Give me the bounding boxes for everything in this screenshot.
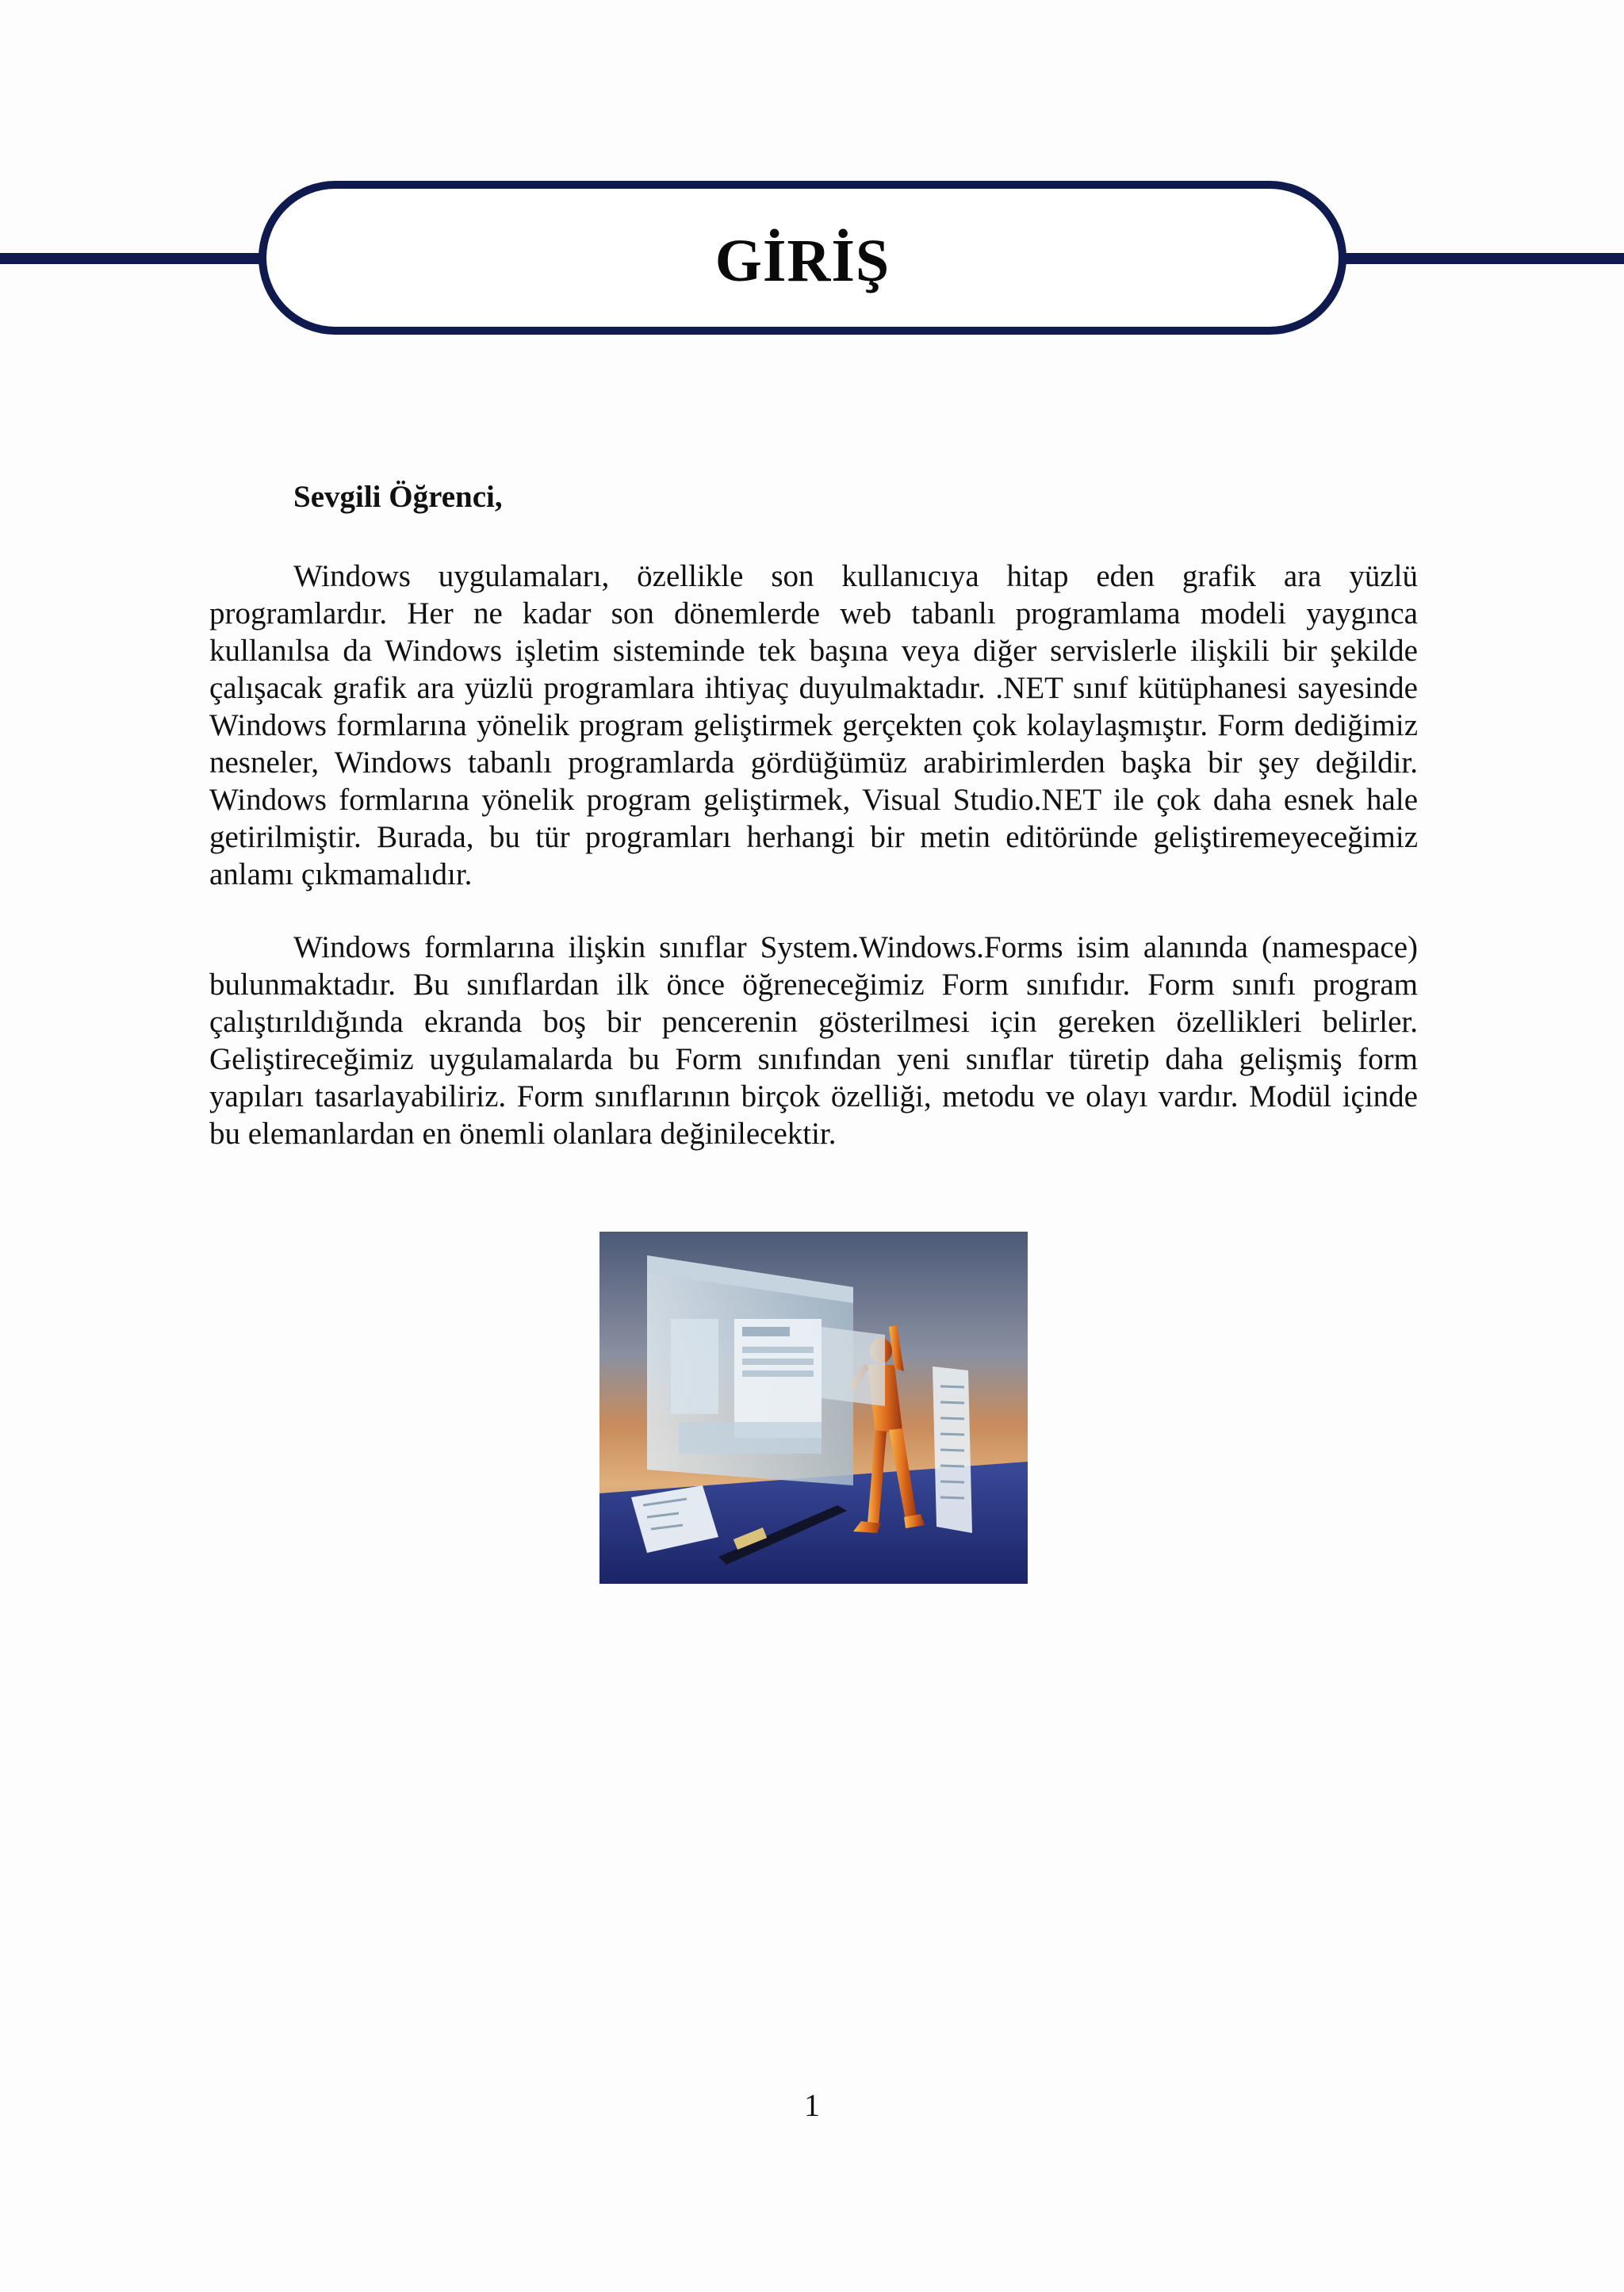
windows-forms-illustration — [599, 1232, 1028, 1584]
paragraph-1: Windows uygulamaları, özellikle son kullanıcıya hitap eden grafik ara yüzlü programlardır. Her ne kadar son dönemlerde web tabanlı programlama modeli yaygınca kullanılsa da Windows işletim sisteminde tek başına veya diğer servislerle ilişkili bir şekilde çalışacak grafik ara yüzlü programlara ihtiyaç duyulmaktadır. .NET sınıf kütüphanesi sayesinde Windows formlarına yönelik program geliştirmek gerçekten çok kolaylaşmıştır. Form dediğimiz nesneler, Windows tabanlı programlarda gördüğümüz arabirimlerden başka bir şey değildir. Windows formlarına yönelik program geliştirmek, Visual Studio.NET ile çok daha esnek hale getirilmiştir. Burada, bu tür programları herhangi bir metin editöründe geliştiremeyeceğimiz anlamı çıkmamalıdır. — [209, 559, 1418, 891]
salutation: Sevgili Öğrenci, — [293, 480, 503, 514]
chapter-title: GİRİŞ — [714, 227, 891, 294]
chapter-title-banner — [259, 181, 1346, 335]
header-rule-right — [1343, 253, 1624, 264]
paragraph-2: Windows formlarına ilişkin sınıflar System.Windows.Forms isim alanında (namespace) bulunmaktadır. Bu sınıflardan ilk önce öğreneceğimiz Form sınıfıdır. Form sınıfı program çalıştırıldığında ekranda boş bir pencerenin gösterilmesi için gereken özellikleri belirler. Geliştireceğimiz uygulamalarda bu Form sınıfından yeni sınıflar türetip daha gelişmiş form yapıları tasarlayabiliriz. Form sınıflarının birçok özelliği, metodu ve olayı vardır. Modül içinde bu elemanlardan en önemli olanlara değinilecektir. — [209, 930, 1418, 1151]
header-rule-left — [0, 253, 265, 264]
page-number: 1 — [804, 2087, 820, 2123]
